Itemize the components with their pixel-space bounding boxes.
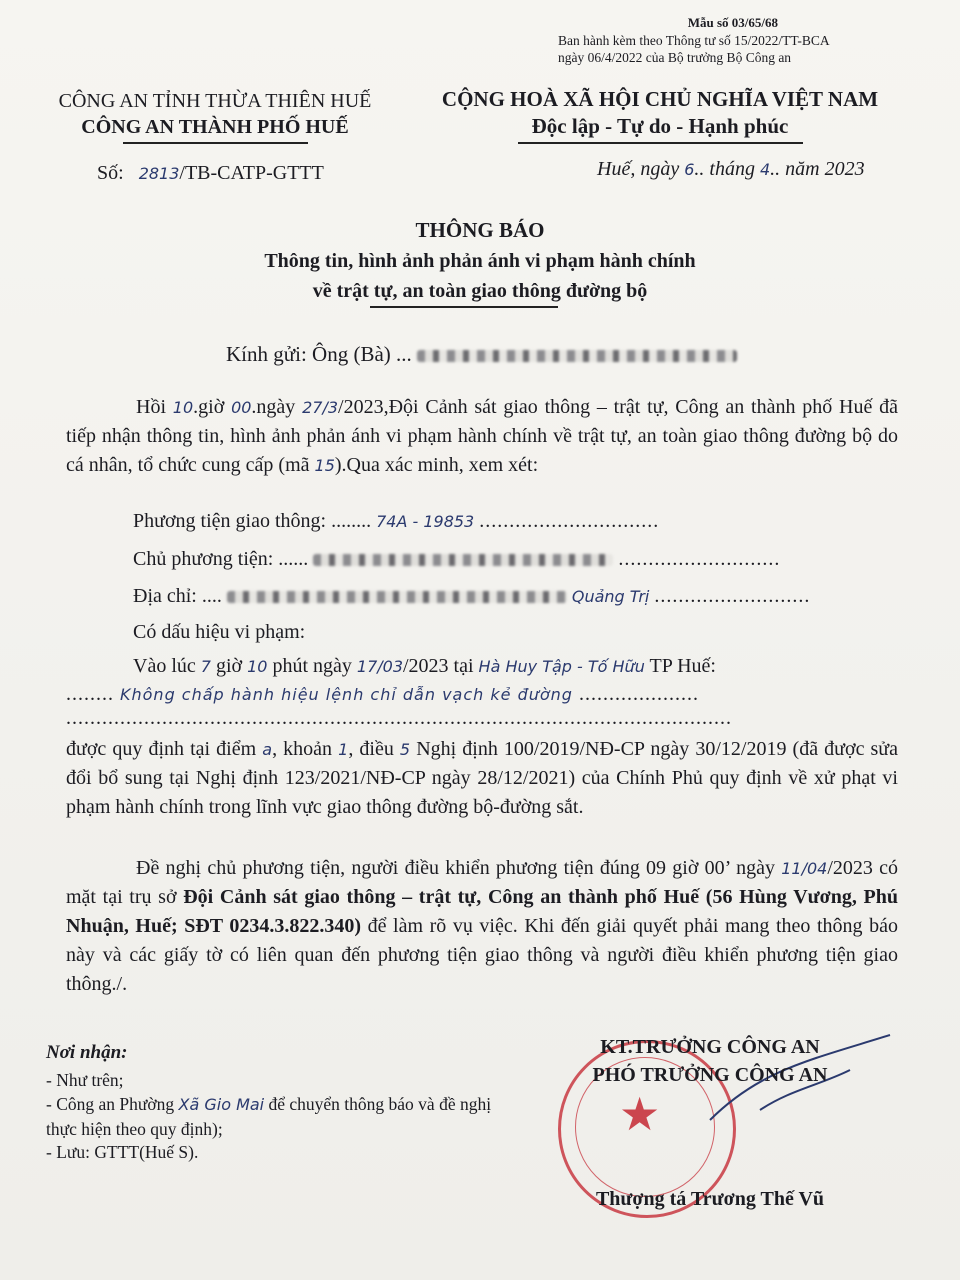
reg-text-3: , điều [348,738,394,760]
regulation-paragraph [66,735,898,822]
recipient-item-3: - Lưu: GTTT(Huế S). [46,1142,199,1162]
reg-text-2: , khoản [272,738,333,760]
intro-ngay: ngày [256,396,296,418]
req-office-bold: Đội Cảnh sát giao thông – trật tự, Công an thành phố Huế (56 Hùng Vương, Phú Nhuận, Huế; SĐT 0234.3.822.340) [66,886,899,937]
intro-end: ).Qua xác minh, xem xét: [334,454,539,476]
field-address [133,585,810,608]
reg-text-1: được quy định tại điểm [66,738,257,760]
intro-code-handwritten: 15 [314,456,335,475]
violation-behavior [66,683,699,706]
address-dots: .......................... [654,585,811,607]
date-city: Huế, ngày [597,158,680,180]
vehicle-plate-handwritten: 74A - 19853 [376,512,475,531]
form-note-line-1: Ban hành kèm theo Thông tư số 15/2022/TT-BCA [558,33,830,48]
time-text-5: TP Huế: [649,655,716,677]
doc-no-handwritten: 2813 [138,164,180,183]
intro-text: /2023,Đội Cảnh sát giao thông – trật tự, Công an thành phố Huế đã tiếp nhận thông tin, hình ảnh phản ánh vi phạm hành chính về trật tự, an toàn giao thông đường bộ do cá nhân, tổ chức cung cấp (mã [66,396,899,476]
recipients-title: Nơi nhận: [46,1042,128,1063]
reg-point-handwritten: a [262,740,273,759]
owner-label: Chủ phương tiện: ...... [133,548,309,570]
violation-place-handwritten: Hà Huy Tập - Tố Hữu [478,657,645,676]
req-text-1: Đề nghị chủ phương tiện, người điều khiển phương tiện đúng 09 giờ 00’ ngày [136,857,775,879]
doc-no-label: Số: [97,162,124,184]
notice-title: THÔNG BÁO [415,218,545,242]
nation-name: CỘNG HOÀ XÃ HỘI CHỦ NGHĨA VIỆT NAM [441,87,879,111]
address-label: Địa chỉ: .... [133,585,227,607]
field-violation-time [133,655,716,678]
date-year: năm 2023 [785,158,865,180]
vehicle-dots: .............................. [479,510,660,532]
req-text-2: /2023 có mặt tại trụ sở [66,857,899,908]
reg-article-handwritten: 5 [399,740,411,759]
req-date-handwritten: 11/04 [781,859,828,878]
redacted-name [417,350,737,362]
reg-clause-handwritten: 1 [338,740,349,759]
field-violation-label: Có dấu hiệu vi phạm: [133,621,306,643]
address-handwritten: Quảng Trị [571,587,650,606]
recipient-2-suffix: để chuyển thông báo và đề nghị thực hiện theo quy định); [46,1094,492,1139]
notice-subtitle-2: về trật tự, an toàn giao thông đường bộ [312,280,648,302]
req-text-3: để làm rõ vụ việc. Khi đến giải quyết phải mang theo thông báo này và các giấy tờ có liên quan đến phương tiện giao thông và người điều khiển phương tiện giao thông./. [66,915,899,995]
request-paragraph [66,854,898,999]
recipient-line [226,342,737,367]
ward-handwritten: Xã Gio Mai [178,1095,265,1114]
date-month-label: tháng [709,158,755,180]
date-month-handwritten: 4 [759,160,771,179]
title-underline [370,306,558,308]
time-text-3: phút ngày [272,655,352,677]
star-icon: ★ [619,1087,661,1141]
redacted-address [227,591,567,603]
agency-underline [123,142,308,144]
form-note-line-2: ngày 06/4/2022 của Bộ trưởng Bộ Công an [558,50,792,65]
form-code: Mẫu số 03/65/68 [687,15,778,30]
intro-paragraph: Hồi 10.giờ 00.ngày 27/3/2023,Đội Cảnh sát giao thông – trật tự, Công an thành phố Huế đã tiếp nhận thông tin, hình ảnh phản ánh vi phạm hành chính về trật tự, an toàn giao thông đường bộ do cá nhân, tổ chức cung cấp (mã 15).Qua xác minh, xem xét: [66,396,899,476]
recipient-item-1: - Như trên; [46,1070,124,1090]
time-text-1: Vào lúc [133,655,196,677]
form-note [558,32,830,66]
intro-hoi: Hồi [136,396,166,418]
redacted-owner [313,554,613,566]
field-owner [133,548,780,571]
behavior-prefix: ........ [66,683,114,705]
vehicle-label: Phương tiện giao thông: ........ [133,510,372,532]
document-number [97,162,324,185]
agency-parent: CÔNG AN TỈNH THỪA THIÊN HUẾ [58,90,372,112]
intro-minute-handwritten: 00 [231,398,252,417]
date-day-handwritten: 6 [684,160,695,179]
motto-underline [518,142,803,144]
behavior-handwritten: Không chấp hành hiệu lệnh chỉ dẫn vạch kẻ đường [120,685,573,704]
time-text-4: /2023 tại [403,655,474,677]
agency-name: CÔNG AN THÀNH PHỐ HUẾ [81,116,349,138]
date-line: Huế, ngày 6.. tháng 4.. năm 2023 [597,158,865,180]
issuing-agency [30,88,400,144]
field-vehicle [133,510,659,533]
blank-dotted-line: ............................................................................................................... [66,707,732,729]
notice-subtitle-1: Thông tin, hình ảnh phản ánh vi phạm hành chính [264,250,696,272]
intro-hour-handwritten: 10 [172,398,194,417]
behavior-dots: .................... [578,683,699,705]
signature-title-1: KT.TRƯỞNG CÔNG AN [600,1036,820,1058]
intro-gio: giờ [198,396,225,418]
time-text-2: giờ [215,655,243,677]
violation-date-handwritten: 17/03 [356,657,403,676]
nation-motto: Độc lập - Tự do - Hạnh phúc [531,114,789,138]
owner-dots: ........................... [618,548,781,570]
reg-text-4: Nghị định 100/2019/NĐ-CP ngày 30/12/2019 (đã được sửa đổi bổ sung tại Nghị định 123/2021/NĐ-CP ngày 28/12/2021) của Chính Phủ quy định về xử phạt vi phạm hành chính trong lĩnh vực giao thông đường bộ-đường sắt. [66,738,899,818]
violation-minute-handwritten: 10 [247,657,268,676]
recipient-2-prefix: - Công an Phường [46,1094,175,1114]
recipient-item-2 [46,1092,506,1142]
doc-no-suffix: /TB-CATP-GTTT [179,162,324,184]
intro-date-handwritten: 27/3 [302,398,339,417]
national-header [420,86,900,144]
recipient-label: Kính gửi: Ông (Bà) ... [226,342,412,366]
signatory-name: Thượng tá Trương Thế Vũ [595,1188,825,1210]
violation-hour-handwritten: 7 [200,657,211,676]
signature-title-2: PHÓ TRƯỞNG CÔNG AN [592,1064,828,1086]
